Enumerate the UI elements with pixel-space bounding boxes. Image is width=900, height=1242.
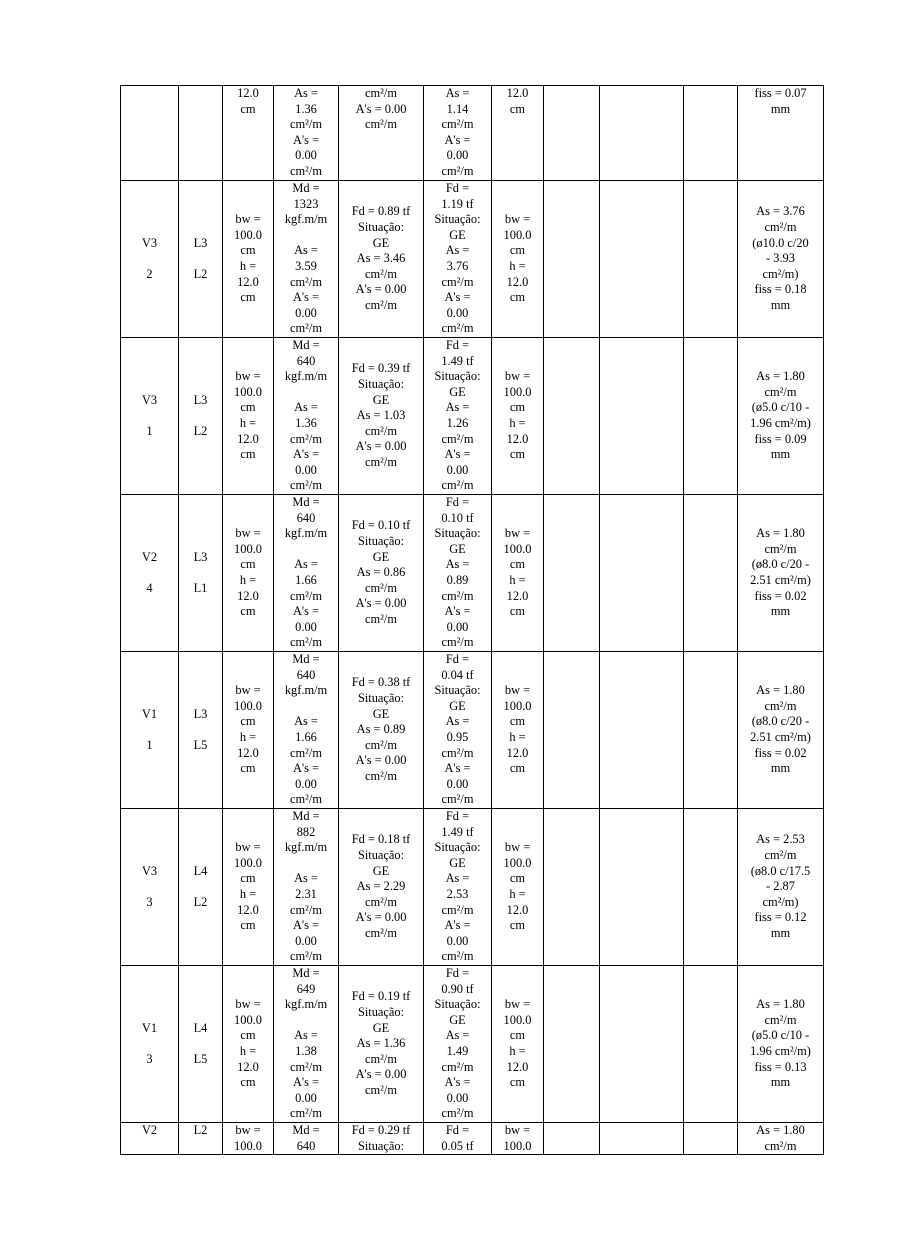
- shear-cell: [339, 86, 424, 181]
- force-cell: [424, 181, 492, 338]
- cell-text: Md = 882 kgf.m/m As = 2.31 cm²/m A's = 0.00 cm²/m: [284, 809, 328, 964]
- table-row: [121, 1123, 824, 1155]
- result-cell: [738, 495, 824, 652]
- result-cell: [738, 338, 824, 495]
- empty-cell: [600, 86, 684, 181]
- empty-cell: [544, 338, 600, 495]
- table-row: [121, 652, 824, 809]
- force-cell: [424, 495, 492, 652]
- cell-text: bw = 100.0 cm h = 12.0 cm: [503, 840, 532, 933]
- cell-text: L3 L2: [193, 235, 208, 281]
- shear-cell: [339, 809, 424, 966]
- cell-text: 12.0 cm: [506, 86, 529, 116]
- slab-cell: [179, 966, 223, 1123]
- section-2-cell: [492, 181, 544, 338]
- cell-text: Fd = 0.10 tf Situação: GE As = 0.86 cm²/m A's = 0.00 cm²/m: [351, 518, 411, 626]
- moment-cell: [274, 966, 339, 1123]
- cell-text: Fd = 0.89 tf Situação: GE As = 3.46 cm²/m A's = 0.00 cm²/m: [351, 204, 411, 312]
- cell-text: V3 1: [141, 392, 158, 438]
- force-cell: [424, 86, 492, 181]
- cell-text: bw = 100.0 cm h = 12.0 cm: [234, 840, 262, 933]
- slab-cell: [179, 495, 223, 652]
- section-cell: [223, 809, 274, 966]
- cell-text: L3 L1: [193, 549, 208, 595]
- section-cell: [223, 966, 274, 1123]
- cell-text: bw = 100.0 cm h = 12.0 cm: [234, 997, 262, 1090]
- table-row: [121, 809, 824, 966]
- moment-cell: [274, 652, 339, 809]
- cell-text: As = 1.14 cm²/m A's = 0.00 cm²/m: [441, 86, 474, 178]
- result-cell: [738, 809, 824, 966]
- cell-text: Fd = 0.39 tf Situação: GE As = 1.03 cm²/m A's = 0.00 cm²/m: [351, 361, 411, 469]
- cell-text: bw = 100.0 cm h = 12.0 cm: [234, 683, 262, 776]
- section-cell: [223, 495, 274, 652]
- slab-cell: [179, 652, 223, 809]
- cell-text: bw = 100.0 cm h = 12.0 cm: [234, 212, 262, 305]
- section-2-cell: [492, 809, 544, 966]
- cell-text: As = 3.76 cm²/m (ø10.0 c/20 - 3.93 cm²/m) fiss = 0.18 mm: [752, 204, 809, 312]
- cell-text: Fd = 0.38 tf Situação: GE As = 0.89 cm²/m A's = 0.00 cm²/m: [351, 675, 411, 783]
- cell-text: bw = 100.0 cm h = 12.0 cm: [503, 369, 532, 462]
- beam-cell: [121, 966, 179, 1123]
- table-row: [121, 181, 824, 338]
- table-row: [121, 966, 824, 1123]
- cell-text: Fd = 0.04 tf Situação: GE As = 0.95 cm²/m A's = 0.00 cm²/m: [434, 652, 481, 807]
- cell-text: As = 1.80 cm²/m: [756, 1123, 805, 1153]
- beam-cell: [121, 338, 179, 495]
- cell-text: V3 3: [141, 863, 158, 909]
- cell-text: fiss = 0.07 mm: [754, 86, 807, 116]
- cell-text: As = 1.80 cm²/m (ø8.0 c/20 - 2.51 cm²/m) fiss = 0.02 mm: [750, 526, 811, 619]
- cell-text: As = 1.80 cm²/m (ø5.0 c/10 - 1.96 cm²/m) fiss = 0.09 mm: [750, 369, 811, 462]
- empty-cell: [684, 495, 738, 652]
- moment-cell: [274, 1123, 339, 1155]
- shear-cell: [339, 338, 424, 495]
- beam-cell: [121, 181, 179, 338]
- shear-cell: [339, 181, 424, 338]
- result-cell: [738, 181, 824, 338]
- empty-cell: [544, 966, 600, 1123]
- force-cell: [424, 338, 492, 495]
- empty-cell: [544, 652, 600, 809]
- cell-text: As = 1.80 cm²/m (ø8.0 c/20 - 2.51 cm²/m) fiss = 0.02 mm: [750, 683, 811, 776]
- section-2-cell: [492, 652, 544, 809]
- force-cell: [424, 809, 492, 966]
- cell-text: bw = 100.0 cm h = 12.0 cm: [503, 526, 532, 619]
- empty-cell: [684, 338, 738, 495]
- empty-cell: [600, 809, 684, 966]
- slab-cell: [179, 338, 223, 495]
- table-row: [121, 86, 824, 181]
- cell-text: bw = 100.0: [234, 1123, 262, 1153]
- section-cell: [223, 181, 274, 338]
- cell-text: Md = 640 kgf.m/m As = 1.66 cm²/m A's = 0.00 cm²/m: [284, 652, 328, 807]
- cell-text: Md = 640: [292, 1123, 320, 1153]
- cell-text: Fd = 0.10 tf Situação: GE As = 0.89 cm²/m A's = 0.00 cm²/m: [434, 495, 481, 650]
- cell-text: Md = 640 kgf.m/m As = 1.66 cm²/m A's = 0.00 cm²/m: [284, 495, 328, 650]
- empty-cell: [544, 181, 600, 338]
- beam-cell: [121, 652, 179, 809]
- section-2-cell: [492, 338, 544, 495]
- result-cell: [738, 652, 824, 809]
- section-2-cell: [492, 966, 544, 1123]
- shear-cell: [339, 966, 424, 1123]
- empty-cell: [600, 495, 684, 652]
- cell-text: bw = 100.0: [503, 1123, 532, 1153]
- section-2-cell: [492, 86, 544, 181]
- cell-text: As = 1.80 cm²/m (ø5.0 c/10 - 1.96 cm²/m) fiss = 0.13 mm: [750, 997, 811, 1090]
- cell-text: bw = 100.0 cm h = 12.0 cm: [234, 369, 262, 462]
- empty-cell: [684, 86, 738, 181]
- shear-cell: [339, 495, 424, 652]
- cell-text: Fd = 0.29 tf Situação:: [351, 1123, 411, 1153]
- empty-cell: [600, 181, 684, 338]
- cell-text: As = 1.36 cm²/m A's = 0.00 cm²/m: [290, 86, 322, 178]
- cell-text: bw = 100.0 cm h = 12.0 cm: [234, 526, 262, 619]
- section-cell: [223, 652, 274, 809]
- cell-text: 12.0 cm: [237, 86, 259, 116]
- cell-text: Fd = 0.18 tf Situação: GE As = 2.29 cm²/m A's = 0.00 cm²/m: [351, 832, 411, 940]
- cell-text: bw = 100.0 cm h = 12.0 cm: [503, 683, 532, 776]
- result-cell: [738, 1123, 824, 1155]
- moment-cell: [274, 338, 339, 495]
- section-cell: [223, 1123, 274, 1155]
- section-2-cell: [492, 1123, 544, 1155]
- moment-cell: [274, 809, 339, 966]
- cell-text: L3 L2: [193, 392, 208, 438]
- moment-cell: [274, 181, 339, 338]
- beam-cell: [121, 1123, 179, 1155]
- force-cell: [424, 966, 492, 1123]
- empty-cell: [544, 495, 600, 652]
- slab-cell: [179, 1123, 223, 1155]
- cell-text: Fd = 1.49 tf Situação: GE As = 2.53 cm²/m A's = 0.00 cm²/m: [434, 809, 481, 964]
- cell-text: Fd = 1.19 tf Situação: GE As = 3.76 cm²/m A's = 0.00 cm²/m: [434, 181, 481, 336]
- moment-cell: [274, 495, 339, 652]
- cell-text: bw = 100.0 cm h = 12.0 cm: [503, 212, 532, 305]
- result-cell: [738, 966, 824, 1123]
- empty-cell: [684, 1123, 738, 1155]
- cell-text: V1 3: [141, 1020, 158, 1066]
- empty-cell: [544, 809, 600, 966]
- empty-cell: [544, 1123, 600, 1155]
- cell-text: bw = 100.0 cm h = 12.0 cm: [503, 997, 532, 1090]
- cell-text: Md = 649 kgf.m/m As = 1.38 cm²/m A's = 0.00 cm²/m: [284, 966, 328, 1121]
- shear-cell: [339, 1123, 424, 1155]
- cell-text: L4 L2: [193, 863, 208, 909]
- empty-cell: [544, 86, 600, 181]
- empty-cell: [684, 181, 738, 338]
- cell-text: V3 2: [141, 235, 158, 281]
- cell-text: Fd = 0.90 tf Situação: GE As = 1.49 cm²/m A's = 0.00 cm²/m: [434, 966, 481, 1121]
- cell-text: cm²/m A's = 0.00 cm²/m: [355, 86, 407, 132]
- table-row: [121, 495, 824, 652]
- cell-text: Md = 640 kgf.m/m As = 1.36 cm²/m A's = 0.00 cm²/m: [284, 338, 328, 493]
- beam-cell: [121, 809, 179, 966]
- empty-cell: [600, 652, 684, 809]
- force-cell: [424, 652, 492, 809]
- cell-text: L4 L5: [193, 1020, 208, 1066]
- cell-text: Fd = 0.05 tf: [441, 1123, 474, 1153]
- table-body: [121, 86, 824, 1155]
- cell-text: Fd = 0.19 tf Situação: GE As = 1.36 cm²/m A's = 0.00 cm²/m: [351, 989, 411, 1097]
- cell-text: V1 1: [141, 706, 158, 752]
- slab-cell: [179, 181, 223, 338]
- empty-cell: [600, 1123, 684, 1155]
- section-cell: [223, 338, 274, 495]
- empty-cell: [684, 966, 738, 1123]
- empty-cell: [600, 966, 684, 1123]
- slab-cell: [179, 809, 223, 966]
- empty-cell: [684, 809, 738, 966]
- force-cell: [424, 1123, 492, 1155]
- shear-cell: [339, 652, 424, 809]
- slab-cell: [179, 86, 223, 181]
- result-cell: [738, 86, 824, 181]
- section-2-cell: [492, 495, 544, 652]
- cell-text: V2 4: [141, 549, 158, 595]
- empty-cell: [600, 338, 684, 495]
- moment-cell: [274, 86, 339, 181]
- beam-cell: [121, 86, 179, 181]
- empty-cell: [684, 652, 738, 809]
- cell-text: Md = 1323 kgf.m/m As = 3.59 cm²/m A's = 0.00 cm²/m: [284, 181, 328, 336]
- cell-text: As = 2.53 cm²/m (ø8.0 c/17.5 - 2.87 cm²/m) fiss = 0.12 mm: [750, 832, 811, 940]
- cell-text: V2: [141, 1123, 158, 1137]
- beam-cell: [121, 495, 179, 652]
- section-cell: [223, 86, 274, 181]
- table-row: [121, 338, 824, 495]
- cell-text: L3 L5: [193, 706, 208, 752]
- reinforcement-table: [120, 85, 824, 1155]
- cell-text: L2: [193, 1123, 208, 1137]
- cell-text: Fd = 1.49 tf Situação: GE As = 1.26 cm²/m A's = 0.00 cm²/m: [434, 338, 481, 493]
